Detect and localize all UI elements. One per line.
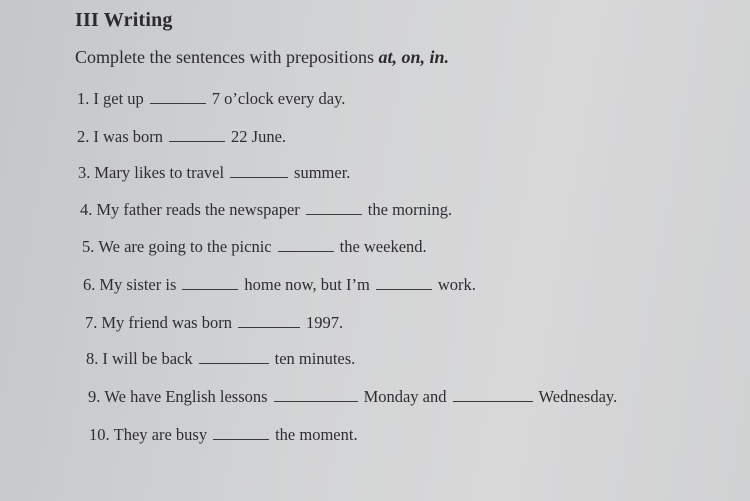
answer-blank[interactable] — [182, 277, 238, 290]
answer-blank[interactable] — [213, 427, 269, 440]
exercise-item-8 — [86, 349, 355, 369]
exercise-number: 10. — [89, 425, 110, 444]
exercise-text-before: We are going to the picnic — [98, 237, 272, 256]
answer-blank[interactable] — [453, 389, 533, 402]
exercise-text-after: the moment. — [275, 425, 358, 444]
answer-blank[interactable] — [278, 239, 334, 252]
exercise-text-before: We have English lessons — [104, 387, 268, 406]
exercise-text-before: I will be back — [102, 349, 193, 368]
exercise-number: 4. — [80, 200, 93, 219]
answer-blank[interactable] — [199, 351, 269, 364]
exercise-text-after: Wednesday. — [538, 387, 618, 406]
exercise-number: 3. — [78, 163, 91, 182]
exercise-item-7 — [85, 313, 343, 333]
exercise-text-after: the morning. — [367, 200, 453, 219]
exercise-number: 5. — [82, 237, 95, 256]
instruction-prepositions: at, on, in. — [378, 47, 449, 67]
exercise-item-2 — [77, 127, 286, 147]
exercise-text-middle: home now, but I’m — [244, 275, 370, 294]
exercise-item-10 — [89, 425, 358, 445]
exercise-item-9 — [88, 387, 617, 407]
exercise-item-6 — [83, 275, 476, 295]
instruction-line — [75, 47, 449, 68]
exercise-number: 9. — [88, 387, 101, 406]
exercise-text-before: My sister is — [99, 275, 177, 294]
exercise-text-after: work. — [437, 275, 476, 294]
answer-blank[interactable] — [376, 277, 432, 290]
instruction-text: Complete the sentences with prepositions — [75, 47, 379, 67]
exercise-text-after: 1997. — [305, 313, 344, 332]
exercise-text-before: I get up — [93, 89, 144, 108]
answer-blank[interactable] — [169, 129, 225, 142]
exercise-number: 8. — [86, 349, 99, 368]
answer-blank[interactable] — [274, 389, 358, 402]
exercise-text-before: Mary likes to travel — [94, 163, 225, 182]
exercise-text-before: My father reads the newspaper — [96, 200, 300, 219]
exercise-number: 2. — [77, 127, 90, 146]
exercise-item-5 — [82, 237, 427, 257]
answer-blank[interactable] — [238, 315, 300, 328]
exercise-item-1 — [77, 89, 345, 109]
exercise-text-after: 22 June. — [231, 127, 287, 146]
answer-blank[interactable] — [150, 91, 206, 104]
exercise-text-after: summer. — [294, 163, 351, 182]
exercise-item-3 — [78, 163, 350, 183]
exercise-text-before: My friend was born — [101, 313, 232, 332]
answer-blank[interactable] — [306, 202, 362, 215]
exercise-item-4 — [80, 200, 452, 220]
exercise-text-before: They are busy — [113, 425, 208, 444]
exercise-number: 7. — [85, 313, 98, 332]
exercise-text-after: ten minutes. — [274, 349, 356, 368]
section-heading: III Writing — [75, 9, 173, 31]
exercise-text-after: 7 o’clock every day. — [211, 89, 346, 108]
exercise-text-after: the weekend. — [339, 237, 427, 256]
answer-blank[interactable] — [230, 165, 288, 178]
exercise-text-middle: Monday and — [363, 387, 447, 406]
exercise-text-before: I was born — [93, 127, 164, 146]
exercise-number: 1. — [77, 89, 90, 108]
exercise-number: 6. — [83, 275, 96, 294]
